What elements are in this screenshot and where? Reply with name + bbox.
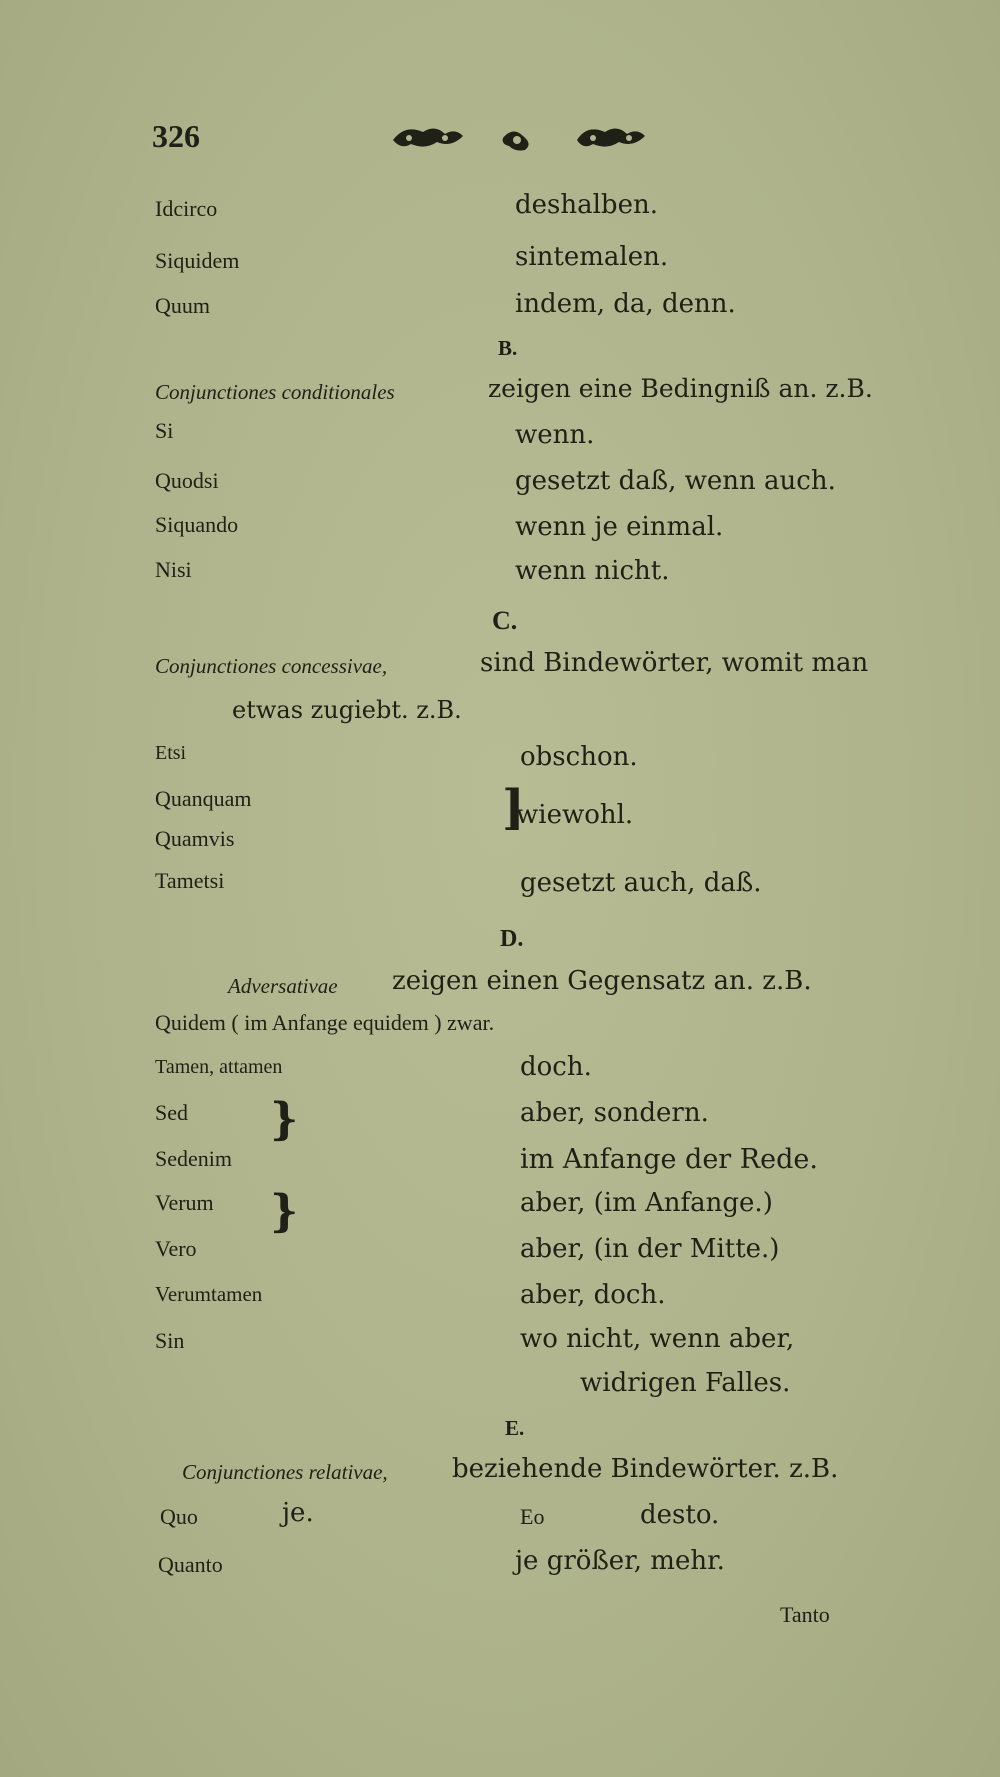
german-term: wiewohl. [516, 800, 634, 830]
german-term: im Anfange der Rede. [520, 1144, 818, 1175]
latin-term: Eo [520, 1504, 545, 1529]
section-heading-latin: Conjunctiones conditionales [155, 380, 395, 404]
latin-term: Siquando [155, 512, 239, 537]
german-term: obschon. [520, 742, 638, 772]
section-heading-german-cont: etwas zugiebt. z.B. [232, 696, 462, 724]
german-term-cont: widrigen Falles. [580, 1368, 791, 1398]
latin-term: Sin [155, 1328, 185, 1353]
latin-term: Quo [160, 1504, 198, 1529]
german-term: wo nicht, wenn aber, [520, 1324, 795, 1354]
latin-term: Sedenim [155, 1146, 232, 1171]
quidem-line: Quidem ( im Anfange equidem ) zwar. [155, 1010, 495, 1035]
section-heading-german: beziehende Bindewörter. z.B. [452, 1454, 839, 1484]
latin-term: Si [155, 418, 174, 443]
german-term: je. [282, 1498, 314, 1528]
bracket-icon: ] [502, 780, 525, 836]
german-term: wenn nicht. [515, 556, 670, 586]
section-heading-german: zeigen einen Gegensatz an. z.B. [392, 966, 812, 996]
section-heading-latin: Conjunctiones concessivae, [155, 654, 388, 678]
latin-term: Quamvis [155, 826, 235, 851]
section-heading-german: sind Bindewörter, womit man [480, 648, 869, 678]
german-term: aber, sondern. [520, 1098, 709, 1128]
german-term: aber, (in der Mitte.) [520, 1234, 780, 1264]
german-term: wenn. [515, 420, 595, 450]
header-ornament-icon [385, 118, 655, 158]
latin-term: Idcirco [155, 196, 218, 221]
latin-term: Quodsi [155, 468, 219, 493]
latin-term: Siquidem [155, 248, 240, 273]
page-number: 326 [152, 118, 200, 154]
german-term: indem, da, denn. [515, 289, 736, 319]
latin-term: Quum [155, 293, 210, 318]
latin-term: Tametsi [155, 868, 225, 893]
latin-term: Nisi [155, 557, 192, 582]
german-term: gesetzt auch, daß. [520, 868, 762, 898]
section-letter: C. [492, 606, 518, 635]
latin-term: Verum [155, 1190, 214, 1215]
latin-term: Quanto [158, 1552, 223, 1577]
section-heading-latin: Adversativae [228, 974, 338, 998]
german-term: wenn je einmal. [515, 512, 724, 542]
german-term: sintemalen. [515, 242, 669, 272]
section-letter: B. [498, 336, 518, 360]
bracket-icon: } [270, 1186, 299, 1237]
german-term: gesetzt daß, wenn auch. [515, 466, 836, 496]
catchword: Tanto [780, 1602, 830, 1627]
bracket-icon: } [270, 1094, 299, 1145]
latin-term: Quanquam [155, 786, 252, 811]
german-term: deshalben. [515, 190, 658, 220]
section-heading-latin: Conjunctiones relativae, [182, 1460, 388, 1484]
latin-term: Etsi [155, 742, 187, 764]
latin-term: Verumtamen [155, 1282, 263, 1306]
german-term: doch. [520, 1052, 592, 1082]
german-term: je größer, mehr. [515, 1546, 725, 1576]
german-term: desto. [640, 1500, 720, 1530]
latin-term: Sed [155, 1100, 188, 1125]
latin-term: Vero [155, 1236, 197, 1261]
section-letter: D. [500, 926, 524, 952]
section-letter: E. [505, 1416, 525, 1440]
german-term: aber, doch. [520, 1280, 666, 1310]
german-term: aber, (im Anfange.) [520, 1188, 773, 1218]
latin-term: Tamen, attamen [155, 1056, 283, 1078]
section-heading-german: zeigen eine Bedingniß an. z.B. [488, 374, 873, 403]
